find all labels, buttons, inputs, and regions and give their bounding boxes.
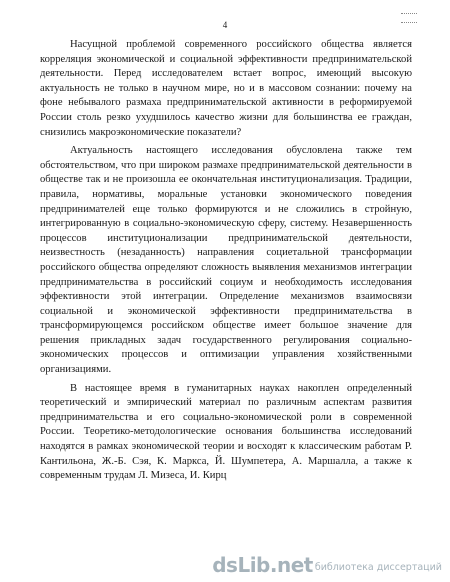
body-text: [40, 38, 412, 484]
page-number: 4: [222, 20, 228, 30]
watermark: [212, 554, 442, 576]
paragraph-2: Актуальность настоящего исследования обусловлена также тем обстоятельством, что при широком размахе предпринимательской деятельности в обществе так и не произошла ее окончательная институционализация. Традиции, правила, нормативы, моральные установки экономического поведения предпринимателей еще только формируются и не сложились в стройную, интегрированную в социально-экономическую сферу, систему. Незавершенность процессов институционализации предпринимательской деятельности, неизвестность (незаданность) направления социетальной трансформации российского общества определяют сложность выявления механизмов интеграции предпринимательства в российский социум и необходимость исследования эффективности этой интеграции. Определение механизмов взаимосвязи социальной и экономической эффективности предпринимательства в трансформирующемся российском обществе имеет большое значение для решения прикладных задач государственного регулирования социально-экономических процессов и оптимизации управления хозяйственными организациями.: [40, 145, 412, 376]
scan-corner-mark: [401, 13, 417, 23]
paragraph-3: В настоящее время в гуманитарных науках накоплен определенный теоретический и эмпирический материал по различным аспектам развития предпринимательства и его социально-экономической роли в современной России. Теоретико-методологические основания большинства исследований находятся в рамках экономической теории и восходят к классическим работам Р. Кантильона, Ж.-Б. Сэя, К. Маркса, Й. Шумпетера, А. Маршалла, а также к современным трудам Л. Мизеса, И. Кирц: [40, 382, 412, 482]
paragraph-1: Насущной проблемой современного российского общества является корреляция экономической и социальной эффективности предпринимательской деятельности. Перед исследователем встает вопрос, имеющий высокую актуальность не только в научном мире, но и в массовом сознании: почему на фоне небывалого размаха предпринимательской активности в реформируемой России столь резко ухудшилось качество жизни для большинства ее граждан, снизились макроэкономические показатели?: [40, 39, 412, 138]
watermark-logo: dsLib.net: [212, 553, 313, 577]
watermark-subtitle: библиотека диссертаций: [314, 562, 442, 573]
